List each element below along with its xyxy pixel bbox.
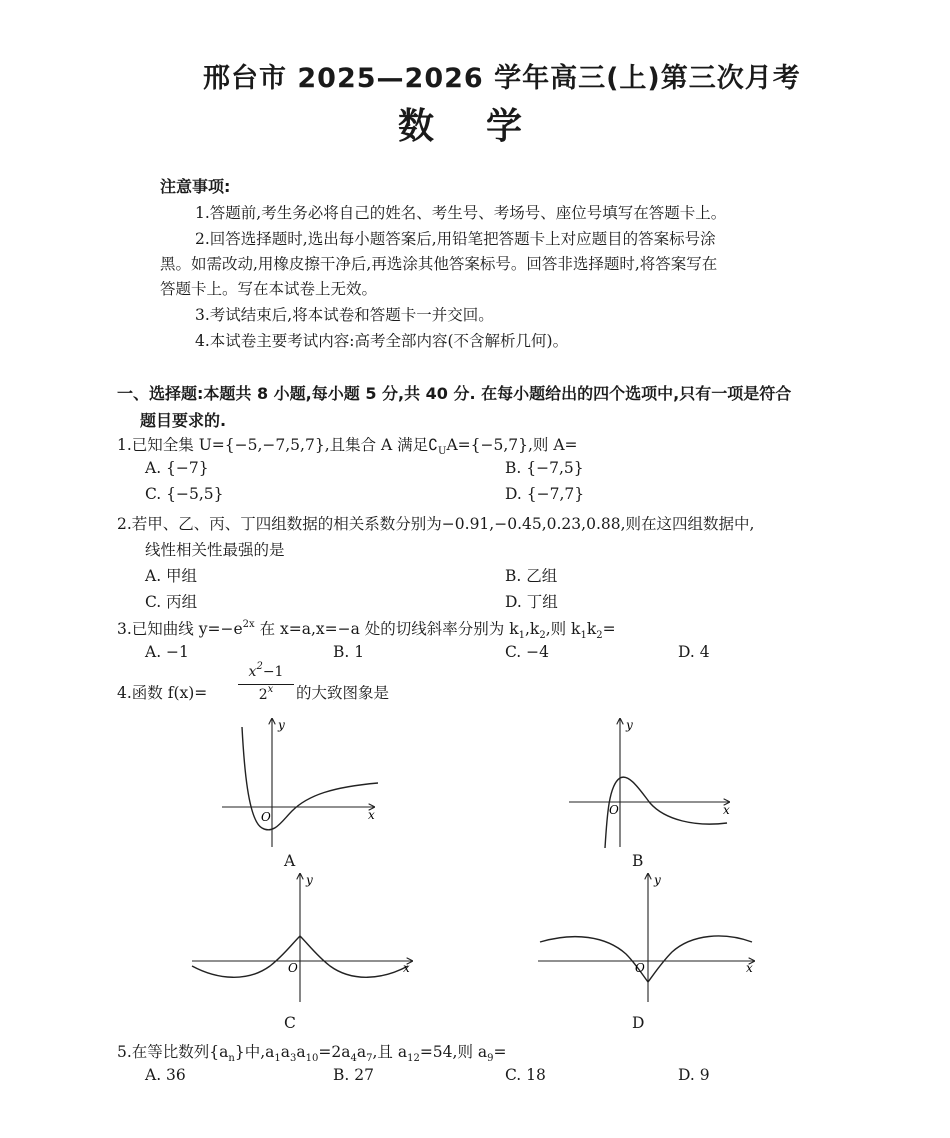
q5-option-c: C. 18 bbox=[505, 1066, 546, 1084]
q2-option-c: C. 丙组 bbox=[145, 593, 198, 611]
graph-d bbox=[534, 870, 759, 1010]
q4-fraction-bar bbox=[238, 684, 294, 685]
graph-a-y-label: y bbox=[278, 718, 285, 732]
q2-stem-line-2: 线性相关性最强的是 bbox=[145, 541, 285, 559]
q5-option-a: A. 36 bbox=[145, 1066, 186, 1084]
graph-b bbox=[565, 715, 735, 850]
q3-option-a: A. −1 bbox=[145, 643, 189, 661]
q2-option-d: D. 丁组 bbox=[505, 593, 558, 611]
q5-stem: 5.在等比数列$\{a_n\}$中$,a_1a_3a_{10}=2a_4a_7$,且 $a_{12}=54$,则 $a_9=$ bbox=[117, 1043, 507, 1064]
graph-c bbox=[188, 870, 418, 1010]
notice-item-3: 3.考试结束后,将本试卷和答题卡一并交回。 bbox=[195, 306, 494, 324]
graph-c-label: C bbox=[284, 1014, 296, 1032]
q2-option-b: B. 乙组 bbox=[505, 567, 558, 585]
exam-title: 邢台市 2025—2026 学年高三(上)第三次月考 bbox=[203, 63, 801, 94]
graph-a-label: A bbox=[284, 852, 296, 870]
q2-option-a: A. 甲组 bbox=[145, 567, 198, 585]
q4-stem-prefix: 4.函数 f(x)= bbox=[117, 684, 208, 702]
graph-d-y-label: y bbox=[654, 873, 661, 887]
q2-stem-line-1: 2.若甲、乙、丙、丁四组数据的相关系数分别为−0.91,−0.45,0.23,0.88,则在这四组数据中, bbox=[117, 515, 755, 533]
notice-item-1: 1.答题前,考生务必将自己的姓名、考生号、考场号、座位号填写在答题卡上。 bbox=[195, 204, 727, 222]
q3-option-c: C. −4 bbox=[505, 643, 550, 661]
q1-option-d: D. {−7,7} bbox=[505, 485, 585, 503]
notice-item-2-line-1: 2.回答选择题时,选出每小题答案后,用铅笔把答题卡上对应题目的答案标号涂 bbox=[195, 230, 716, 248]
q3-option-d: D. 4 bbox=[678, 643, 710, 661]
graph-d-curve bbox=[540, 936, 752, 982]
q5-option-b: B. 27 bbox=[333, 1066, 374, 1084]
graph-a-x-label: x bbox=[368, 808, 375, 822]
graph-c-y-label: y bbox=[306, 873, 313, 887]
q4-fraction-numerator: $x^2-1$ bbox=[248, 661, 284, 680]
graph-b-y-label: y bbox=[626, 718, 633, 732]
section-heading-cont: 题目要求的. bbox=[140, 411, 227, 430]
graph-d-label: D bbox=[632, 1014, 645, 1032]
graph-b-label: B bbox=[632, 852, 644, 870]
graph-c-origin: O bbox=[288, 961, 298, 975]
q1-option-c: C. {−5,5} bbox=[145, 485, 224, 503]
graph-a bbox=[218, 715, 378, 850]
q1-option-b: B. {−7,5} bbox=[505, 459, 584, 477]
q4-fraction-denominator: 2$^x$ bbox=[258, 684, 274, 703]
section-heading: 一、选择题:本题共 8 小题,每小题 5 分,共 40 分. 在每小题给出的四个选项中,只有一项是符合 bbox=[117, 384, 792, 403]
notice-item-2-line-2: 黑。如需改动,用橡皮擦干净后,再选涂其他答案标号。回答非选择题时,将答案写在 bbox=[160, 255, 718, 273]
graph-d-x-label: x bbox=[746, 961, 753, 975]
q5-option-d: D. 9 bbox=[678, 1066, 710, 1084]
q4-stem-suffix: 的大致图象是 bbox=[296, 684, 390, 702]
graph-b-x-label: x bbox=[723, 803, 730, 817]
q1-option-a: A. {−7} bbox=[145, 459, 209, 477]
graph-b-curve bbox=[605, 777, 727, 848]
graph-b-origin: O bbox=[609, 803, 619, 817]
notice-item-4: 4.本试卷主要考试内容:高考全部内容(不含解析几何)。 bbox=[195, 332, 569, 350]
q1-stem: 1.已知全集 U={−5,−7,5,7},且集合 A 满足$∁_UA=\{-5,7\}$,则 A= bbox=[117, 436, 578, 457]
q3-option-b: B. 1 bbox=[333, 643, 365, 661]
subject-title: 数学 bbox=[398, 106, 575, 147]
graph-a-origin: O bbox=[261, 810, 271, 824]
graph-c-x-label: x bbox=[403, 961, 410, 975]
q3-stem: 3.已知曲线 $y=-e^{2x}$ 在 x=a,x=−a 处的切线斜率分别为 $k_1,k_2$,则 $k_1k_2=$ bbox=[117, 619, 616, 641]
notice-heading: 注意事项: bbox=[160, 177, 231, 196]
notice-item-2-line-3: 答题卡上。写在本试卷上无效。 bbox=[160, 280, 378, 298]
graph-d-origin: O bbox=[635, 961, 645, 975]
